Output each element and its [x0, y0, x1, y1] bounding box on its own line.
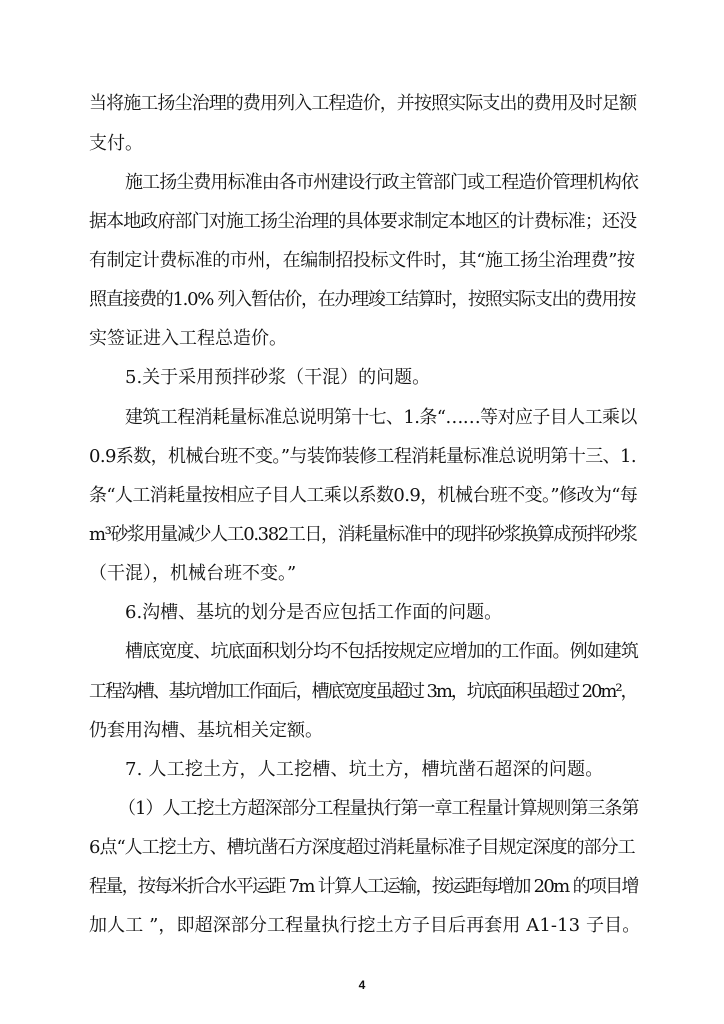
text-line: 槽底宽度、坑底面积划分均不包括按规定应增加的工作面。例如建筑	[125, 641, 638, 662]
text-line: 有制定计费标准的市州，在编制招投标文件时，其“施工扬尘治理费”按	[89, 250, 635, 271]
section-heading: 5.关于采用预拌砂浆（干混）的问题。	[125, 367, 431, 388]
text-line: 支付。	[89, 133, 143, 154]
text-line: 据本地政府部门对施工扬尘治理的具体要求制定本地区的计费标准；还没	[89, 211, 637, 232]
text-line: 实签证进入工程总造价。	[89, 328, 287, 349]
text-line: 施工扬尘费用标准由各市州建设行政主管部门或工程造价管理机构依	[125, 172, 638, 193]
section-heading: 7. 人工挖土方，人工挖槽、坑土方，槽坑凿石超深的问题。	[125, 759, 604, 780]
text-line: （干混），机械台班不变。”	[89, 563, 297, 584]
text-line: 加人工 ”，即超深部分工程量执行挖土方子目后再套用 A1-13 子目。	[89, 915, 641, 936]
text-line: 建筑工程消耗量标准总说明第十七、1.条“……等对应子目人工乘以	[125, 407, 637, 428]
text-line: （1）人工挖土方超深部分工程量执行第一章工程量计算规则第三条第	[118, 798, 639, 819]
text-line: 0.9系数，机械台班不变。”与装饰装修工程消耗量标准总说明第十三、1.	[89, 446, 636, 467]
text-line: 6点“人工挖土方、槽坑凿石方深度超过消耗量标准子目规定深度的部分工	[89, 837, 635, 858]
page-number: 4	[358, 978, 366, 992]
text-line: 工程沟槽、基坑增加工作面后，槽底宽度虽超过 3m，坑底面积虽超过 20m²，	[89, 681, 637, 702]
text-line: 仍套用沟槽、基坑相关定额。	[89, 720, 323, 741]
text-line: 条“人工消耗量按相应子目人工乘以系数0.9，机械台班不变。”修改为“每	[89, 485, 638, 506]
text-line: 照直接费的1.0% 列入暂估价，在办理竣工结算时，按照实际支出的费用按	[89, 289, 635, 310]
text-line: 当将施工扬尘治理的费用列入工程造价，并按照实际支出的费用及时足额	[89, 93, 637, 114]
text-line: m³砂浆用量减少人工0.382工日，消耗量标准中的现拌砂浆换算成预拌砂浆	[89, 524, 637, 545]
section-heading: 6.沟槽、基坑的划分是否应包括工作面的问题。	[125, 602, 503, 623]
text-line: 程量，按每米折合水平运距 7m 计算人工运输，按运距每增加 20m 的项目增	[89, 876, 638, 897]
